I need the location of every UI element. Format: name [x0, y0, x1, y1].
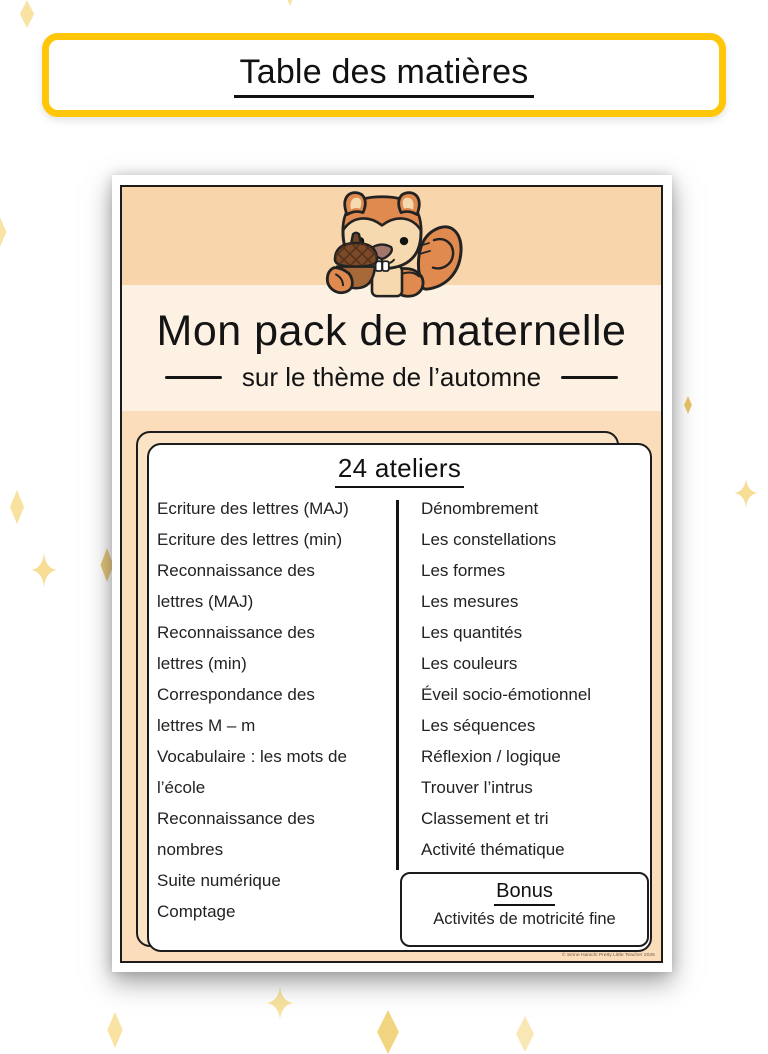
copyright-text: © Sirine Hanichi Pretty Little Teacher 2025: [562, 951, 655, 958]
star-sparkle-icon: [31, 552, 57, 588]
workshop-item: Les mesures: [421, 592, 519, 611]
star-sparkle-icon: [266, 986, 294, 1020]
page-title-box: [42, 33, 726, 117]
diamond-sparkle-icon: [511, 1016, 539, 1052]
workshop-item: Les quantités: [421, 623, 523, 642]
diamond-sparkle-icon: [16, 0, 38, 28]
workshops-right-column: [421, 493, 649, 865]
workshop-item: Reconnaissance des: [157, 561, 315, 580]
workshop-item: Les séquences: [421, 716, 536, 735]
poster-subtitle-row: [122, 363, 661, 391]
workshop-item: Les formes: [421, 561, 506, 580]
page-title: Table des matières: [234, 53, 535, 98]
workshop-item: lettres (MAJ): [157, 592, 254, 611]
workshop-item: Réflexion / logique: [421, 747, 561, 766]
poster-card: [112, 175, 672, 972]
diamond-sparkle-icon: [0, 217, 10, 247]
poster-border-frame: [120, 185, 663, 963]
workshop-item: Reconnaissance des: [157, 809, 315, 828]
workshop-item: Vocabulaire : les mots de: [157, 747, 347, 766]
poster-title: Mon pack de maternelle: [156, 307, 627, 355]
column-divider: [396, 500, 399, 870]
workshop-item: Comptage: [157, 902, 236, 921]
workshop-item: Activité thématique: [421, 840, 565, 859]
workshops-left-column: [157, 493, 395, 927]
workshop-item: Dénombrement: [421, 499, 539, 518]
workshop-item: Trouver l’intrus: [421, 778, 533, 797]
workshop-item: nombres: [157, 840, 224, 859]
workshop-item: Les couleurs: [421, 654, 518, 673]
workshop-item: Éveil socio-émotionnel: [421, 685, 592, 704]
subtitle-dash-right: [561, 376, 618, 379]
star-sparkle-icon: [734, 478, 758, 508]
diamond-sparkle-icon: [285, 0, 295, 6]
poster-subtitle: sur le thème de l’automne: [241, 361, 542, 392]
squirrel-acorn-icon: [322, 191, 464, 301]
workshop-item: Suite numérique: [157, 871, 281, 890]
bonus-heading: Bonus: [494, 880, 555, 906]
workshop-item: Reconnaissance des: [157, 623, 315, 642]
diamond-sparkle-icon: [6, 490, 28, 524]
subtitle-dash-left: [165, 376, 222, 379]
workshop-item: Classement et tri: [421, 809, 549, 828]
diamond-sparkle-icon: [103, 1012, 127, 1048]
workshop-item: Ecriture des lettres (MAJ): [157, 499, 349, 518]
workshop-item: lettres (min): [157, 654, 247, 673]
workshop-item: Ecriture des lettres (min): [157, 530, 343, 549]
workshops-heading: 24 ateliers: [335, 453, 464, 488]
workshop-item: lettres M – m: [157, 716, 256, 735]
diamond-sparkle-icon: [682, 396, 694, 414]
bonus-item: Activités de motricité fine: [433, 910, 616, 928]
bonus-box: [400, 872, 649, 947]
workshop-item: Les constellations: [421, 530, 557, 549]
workshops-card: [147, 443, 652, 952]
workshop-item: Correspondance des: [157, 685, 315, 704]
workshop-item: l’école: [157, 778, 206, 797]
diamond-sparkle-icon: [371, 1010, 405, 1054]
